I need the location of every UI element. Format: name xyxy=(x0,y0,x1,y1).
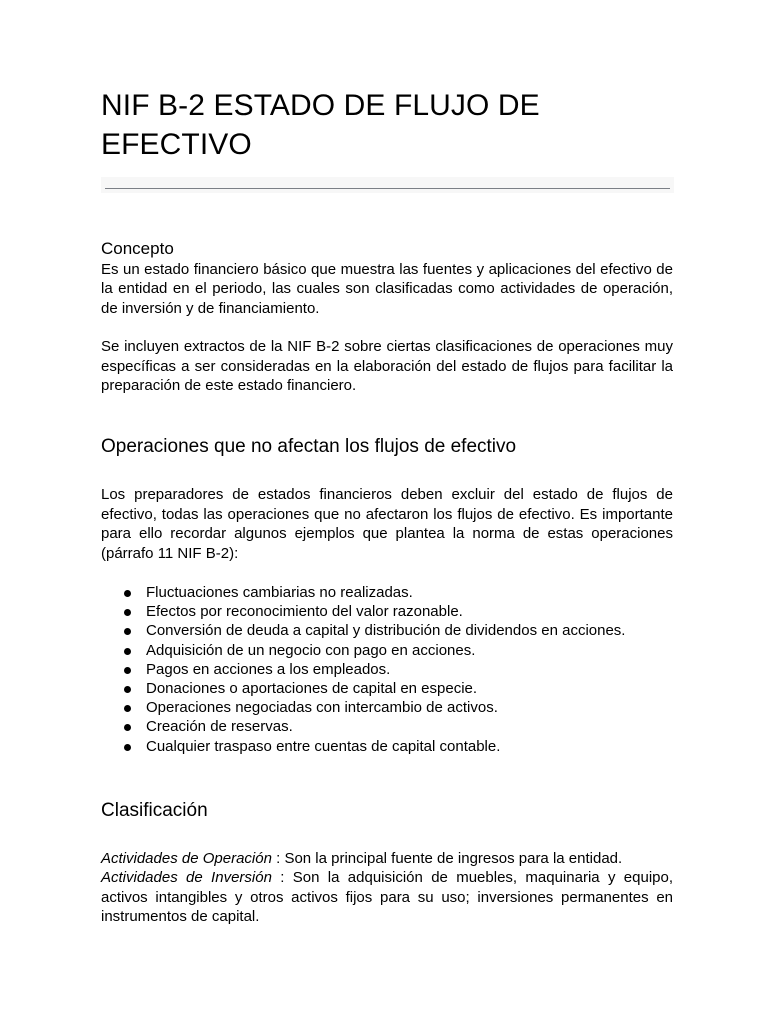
concepto-paragraph-2: Se incluyen extractos de la NIF B-2 sobre ciertas clasificaciones de operaciones muy específicas a ser consideradas en la elaboración del estado de flujos para facilitar la preparación de este estado financiero. xyxy=(101,338,673,395)
list-item-text: Efectos por reconocimiento del valor razonable. xyxy=(146,603,463,621)
clasificacion-operacion xyxy=(101,849,673,868)
list-item xyxy=(101,698,673,717)
list-item xyxy=(101,679,673,698)
operaciones-list xyxy=(101,583,673,756)
bullet-icon xyxy=(124,705,131,712)
inversion-text: : Son la adquisición de muebles, maquinaria y equipo, activos intangibles y otros activos fijos para su uso; inversiones permanentes en instrumentos de capital. xyxy=(101,869,674,926)
list-item-text: Conversión de deuda a capital y distribución de dividendos en acciones. xyxy=(146,622,626,640)
list-item-text: Fluctuaciones cambiarias no realizadas. xyxy=(146,584,413,602)
document-title: NIF B-2 ESTADO DE FLUJO DE EFECTIVO xyxy=(101,89,540,161)
list-item xyxy=(101,583,673,602)
title-divider-line xyxy=(105,188,670,189)
list-item-text: Creación de reservas. xyxy=(146,718,293,736)
bullet-icon xyxy=(124,667,131,674)
list-item-text: Donaciones o aportaciones de capital en especie. xyxy=(146,680,478,698)
bullet-icon xyxy=(124,686,131,693)
operacion-term: Actividades de Operación xyxy=(101,849,272,867)
list-item xyxy=(101,602,673,621)
bullet-icon xyxy=(124,724,131,731)
bullet-icon xyxy=(124,628,131,635)
list-item-text: Adquisición de un negocio con pago en acciones. xyxy=(146,641,476,659)
clasificacion-heading: Clasificación xyxy=(101,799,208,821)
list-item-text: Pagos en acciones a los empleados. xyxy=(146,660,391,678)
title-divider xyxy=(101,177,674,193)
list-item xyxy=(101,737,673,756)
operaciones-heading: Operaciones que no afectan los flujos de efectivo xyxy=(101,436,517,458)
list-item xyxy=(101,717,673,736)
operacion-text: : Son la principal fuente de ingresos para la entidad. xyxy=(271,849,623,867)
operaciones-paragraph: Los preparadores de estados financieros deben excluir del estado de flujos de efectivo, todas las operaciones que no afectaron los flujos de efectivo. Es importante para ello recordar algunos ejemplos que plantea la norma de estas operaciones (párrafo 11 NIF B-2): xyxy=(101,486,673,562)
bullet-icon xyxy=(124,609,131,616)
bullet-icon xyxy=(124,648,131,655)
list-item xyxy=(101,660,673,679)
bullet-icon xyxy=(124,744,131,751)
bullet-icon xyxy=(124,590,131,597)
list-item-text: Cualquier traspaso entre cuentas de capital contable. xyxy=(146,737,501,755)
clasificacion-inversion xyxy=(101,868,673,926)
concepto-paragraph-1: Es un estado financiero básico que muestra las fuentes y aplicaciones del efectivo de la entidad en el periodo, las cuales son clasificadas como actividades de operación, de inversión y de financiamiento. xyxy=(101,261,673,317)
list-item-text: Operaciones negociadas con intercambio de activos. xyxy=(146,699,498,717)
concepto-heading: Concepto xyxy=(101,239,174,258)
inversion-term: Actividades de Inversión xyxy=(101,869,272,887)
list-item xyxy=(101,621,673,640)
list-item xyxy=(101,641,673,660)
